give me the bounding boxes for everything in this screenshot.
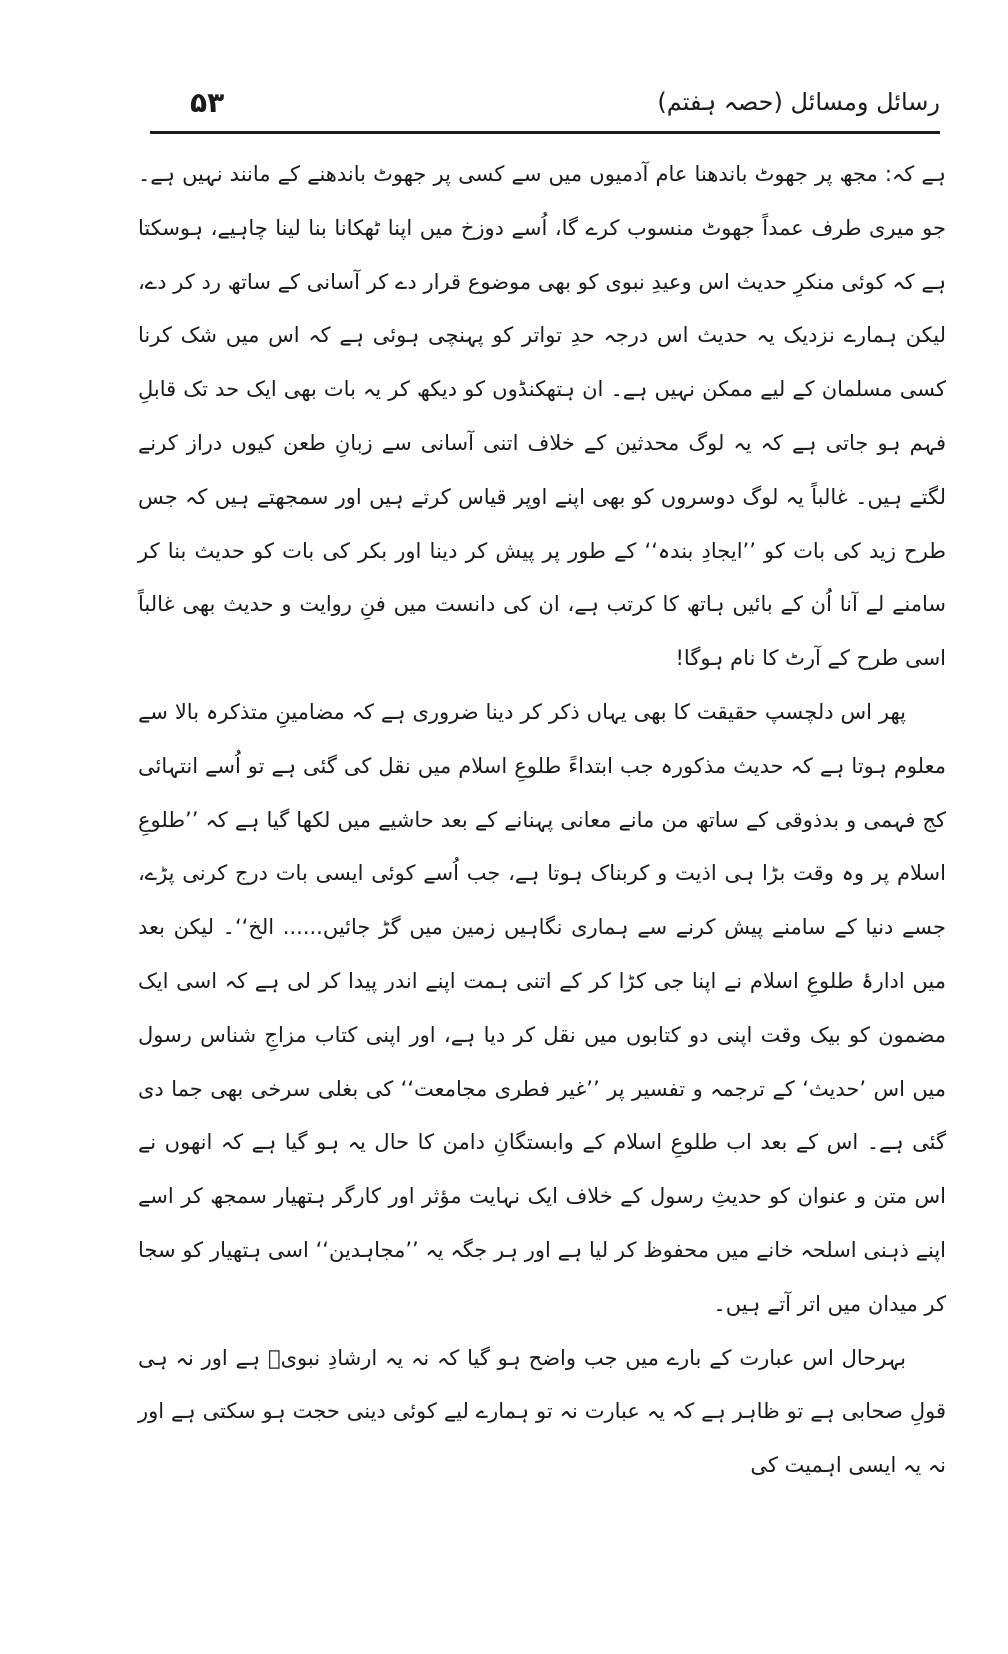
page-header (150, 86, 940, 126)
paragraph-2: پھر اس دلچسپ حقیقت کا بھی یہاں ذکر کر دینا ضروری ہے کہ مضامینِ متذکرہ بالا سے معلوم ہوتا ہے کہ حدیث مذکورہ جب ابتداءً طلوعِ اسلام میں نقل کی گئی ہے تو اُسے انتہائی کج فہمی و بدذوقی کے ساتھ من مانے معانی پہنانے کے بعد حاشیے میں لکھا گیا ہے کہ ’’طلوعِ اسلام پر وہ وقت بڑا ہی اذیت و کربناک ہوتا ہے، جب اُسے کوئی ایسی بات درج کرنی پڑے، جسے دنیا کے سامنے پیش کرنے سے ہماری نگاہیں زمین میں گڑ جائیں...... الخ‘‘۔ لیکن بعد میں ادارۂ طلوعِ اسلام نے اپنا جی کڑا کر کے اتنی ہمت اپنے اندر پیدا کر لی ہے کہ اسی ایک مضمون کو بیک وقت اپنی دو کتابوں میں نقل کر دیا ہے، اور اپنی کتاب مزاجِ شناس رسول میں اس ’حدیث‘ کے ترجمہ و تفسیر پر ’’غیر فطری مجامعت‘‘ کی بغلی سرخی بھی جما دی گئی ہے۔ اس کے بعد اب طلوعِ اسلام کے وابستگانِ دامن کا حال یہ ہو گیا ہے کہ انھوں نے اس متن و عنوان کو حدیثِ رسول کے خلاف ایک نہایت مؤثر اور کارگر ہتھیار سمجھ کر اسے اپنے ذہنی اسلحہ خانے میں محفوظ کر لیا ہے اور ہر جگہ یہ ’’مجاہدین‘‘ اسی ہتھیار کو سجا کر میدان میں اتر آتے ہیں۔ (138, 699, 946, 1316)
paragraph-3: بہرحال اس عبارت کے بارے میں جب واضح ہو گیا کہ نہ یہ ارشادِ نبویؐ ہے اور نہ ہی قولِ صحابی ہے تو ظاہر ہے کہ یہ عبارت نہ تو ہمارے لیے کوئی دینی حجت ہو سکتی ہے اور نہ یہ ایسی اہمیت کی (138, 1345, 946, 1478)
page-number: ۵۳ (190, 86, 225, 119)
paragraph-1: ہے کہ: مجھ پر جھوٹ باندھنا عام آدمیوں میں سے کسی پر جھوٹ باندھنے کے مانند نہیں ہے۔ جو میری طرف عمداً جھوٹ منسوب کرے گا، اُسے دوزخ میں اپنا ٹھکانا بنا لینا چاہیے، ہوسکتا ہے کہ کوئی منکرِ حدیث اس وعیدِ نبوی کو بھی موضوع قرار دے کر آسانی کے ساتھ رد کر دے، لیکن ہمارے نزدیک یہ حدیث اس درجہ حدِ تواتر کو پہنچی ہوئی ہے کہ اس میں شک کرنا کسی مسلمان کے لیے ممکن نہیں ہے۔ ان ہتھکنڈوں کو دیکھ کر یہ بات بھی ایک حد تک قابلِ فہم ہو جاتی ہے کہ یہ لوگ محدثین کے خلاف اتنی آسانی سے زبانِ طعن کیوں دراز کرنے لگتے ہیں۔ غالباً یہ لوگ دوسروں کو بھی اپنے اوپر قیاس کرتے ہیں اور سمجھتے ہیں کہ جس طرح زید کی بات کو ’’ایجادِ بندہ‘‘ کے طور پر پیش کر دینا اور بکر کی بات کو حدیث بنا کر سامنے لے آنا اُن کے بائیں ہاتھ کا کرتب ہے، ان کی دانست میں فنِ روایت و حدیث بھی غالباً اسی طرح کے آرٹ کا نام ہوگا! (138, 162, 946, 671)
running-title: رسائل ومسائل (حصہ ہفتم) (657, 88, 940, 116)
header-rule (150, 131, 940, 134)
body-text (138, 148, 946, 1493)
